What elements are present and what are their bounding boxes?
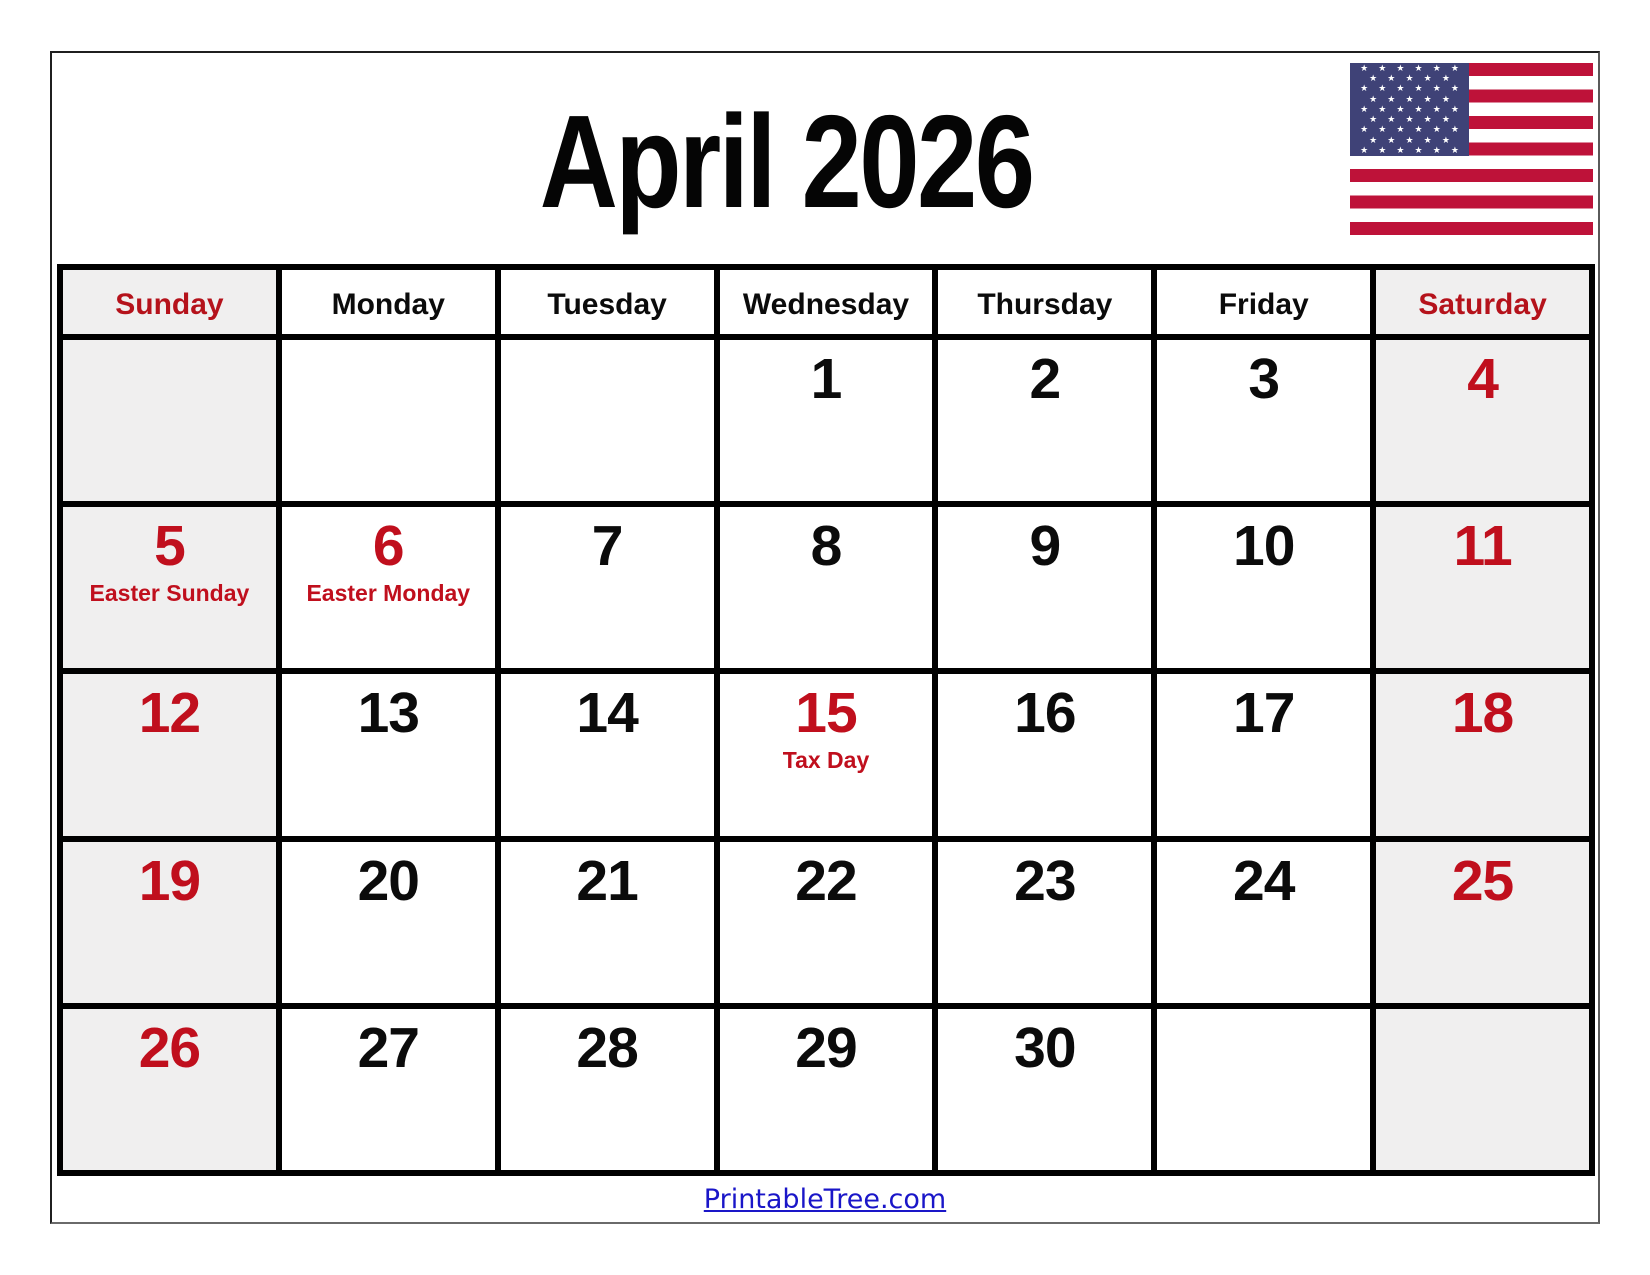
star-icon: ★: [1423, 114, 1432, 124]
day-number: 29: [795, 1015, 857, 1080]
day-number: 28: [576, 1015, 638, 1080]
star-icon: ★: [1378, 124, 1387, 135]
empty-cell: [63, 340, 276, 501]
day-number: 14: [576, 681, 638, 746]
weekday-header-friday: Friday: [1157, 270, 1370, 334]
star-icon: ★: [1441, 93, 1450, 104]
star-icon: ★: [1414, 124, 1423, 135]
day-cell-19: [63, 842, 276, 1003]
day-cell-11: [1376, 507, 1589, 668]
flag-star-row: [1350, 104, 1469, 114]
day-number: 24: [1233, 848, 1295, 913]
day-number: 20: [357, 848, 419, 913]
day-number: 15: [795, 681, 857, 746]
flag-star-row: [1350, 94, 1469, 104]
star-icon: ★: [1441, 114, 1450, 124]
calendar-grid: [57, 264, 1595, 1176]
day-number: 3: [1248, 347, 1280, 411]
day-cell-24: [1157, 842, 1370, 1003]
day-number: 27: [357, 1015, 419, 1080]
day-number: 4: [1467, 347, 1498, 411]
star-icon: ★: [1396, 103, 1405, 114]
day-cell-17: [1157, 674, 1370, 835]
flag-star-row: [1350, 63, 1469, 73]
footer-link[interactable]: PrintableTree.com: [703, 1184, 947, 1215]
day-number: 21: [576, 848, 638, 913]
star-icon: ★: [1423, 73, 1432, 83]
day-cell-26: [63, 1009, 276, 1170]
star-icon: ★: [1387, 93, 1396, 104]
empty-cell: [282, 340, 495, 501]
star-icon: ★: [1378, 144, 1387, 155]
star-icon: ★: [1360, 103, 1369, 114]
footer: [0, 1184, 1650, 1215]
us-flag-icon: [1350, 63, 1593, 235]
star-icon: ★: [1432, 63, 1441, 73]
star-icon: ★: [1360, 63, 1369, 73]
day-cell-20: [282, 842, 495, 1003]
star-icon: ★: [1405, 73, 1414, 83]
star-icon: ★: [1369, 134, 1378, 145]
day-number: 11: [1453, 514, 1512, 579]
star-icon: ★: [1432, 124, 1441, 135]
day-number: 26: [138, 1015, 201, 1080]
empty-cell: [1376, 1009, 1589, 1170]
day-cell-1: [720, 340, 933, 501]
day-cell-2: [938, 340, 1151, 501]
star-icon: ★: [1396, 63, 1405, 73]
flag-star-row: [1350, 145, 1469, 155]
star-icon: ★: [1450, 103, 1459, 114]
page-title: April 2026: [539, 88, 1033, 235]
star-icon: ★: [1450, 83, 1459, 94]
day-cell-28: [501, 1009, 714, 1170]
star-icon: ★: [1414, 63, 1423, 73]
star-icon: ★: [1450, 124, 1459, 135]
star-icon: ★: [1423, 93, 1432, 104]
star-icon: ★: [1441, 134, 1450, 145]
day-number: 1: [810, 347, 842, 411]
empty-cell: [501, 340, 714, 501]
day-number: 2: [1029, 347, 1061, 411]
star-icon: ★: [1387, 73, 1396, 83]
day-cell-12: [63, 674, 276, 835]
day-number: 7: [591, 514, 623, 579]
star-icon: ★: [1450, 144, 1459, 155]
flag-star-row: [1350, 74, 1469, 84]
day-cell-7: [501, 507, 714, 668]
day-number: 22: [795, 848, 857, 913]
star-icon: ★: [1360, 144, 1369, 155]
star-icon: ★: [1369, 93, 1378, 104]
day-cell-10: [1157, 507, 1370, 668]
star-icon: ★: [1405, 134, 1414, 145]
day-cell-25: [1376, 842, 1589, 1003]
weekday-header-saturday: Saturday: [1376, 270, 1589, 334]
day-number: 13: [357, 681, 419, 746]
day-cell-22: [720, 842, 933, 1003]
star-icon: ★: [1378, 83, 1387, 94]
star-icon: ★: [1387, 114, 1396, 124]
flag-star-row: [1350, 115, 1469, 125]
day-cell-14: [501, 674, 714, 835]
day-number: 25: [1451, 848, 1514, 913]
star-icon: ★: [1432, 83, 1441, 94]
day-number: 18: [1451, 681, 1514, 746]
day-cell-23: [938, 842, 1151, 1003]
day-cell-16: [938, 674, 1151, 835]
star-icon: ★: [1360, 124, 1369, 135]
day-cell-9: [938, 507, 1151, 668]
day-number: 30: [1014, 1015, 1076, 1080]
star-icon: ★: [1369, 73, 1378, 83]
flag-star-row: [1350, 125, 1469, 135]
star-icon: ★: [1432, 144, 1441, 155]
day-cell-5: [63, 507, 276, 668]
day-cell-4: [1376, 340, 1589, 501]
weekday-header-monday: Monday: [282, 270, 495, 334]
star-icon: ★: [1405, 114, 1414, 124]
weekday-header-tuesday: Tuesday: [501, 270, 714, 334]
star-icon: ★: [1396, 124, 1405, 135]
day-cell-27: [282, 1009, 495, 1170]
day-number: 5: [154, 514, 185, 579]
day-number: 12: [138, 681, 201, 746]
star-icon: ★: [1378, 103, 1387, 114]
star-icon: ★: [1369, 114, 1378, 124]
star-icon: ★: [1414, 103, 1423, 114]
star-icon: ★: [1432, 103, 1441, 114]
day-cell-21: [501, 842, 714, 1003]
star-icon: ★: [1378, 63, 1387, 73]
day-number: 9: [1029, 514, 1061, 579]
day-number: 17: [1233, 681, 1295, 746]
star-icon: ★: [1396, 144, 1405, 155]
weekday-header-wednesday: Wednesday: [720, 270, 933, 334]
star-icon: ★: [1423, 134, 1432, 145]
holiday-label: Easter Sunday: [89, 580, 250, 607]
day-cell-15: [720, 674, 933, 835]
star-icon: ★: [1450, 63, 1459, 73]
day-cell-13: [282, 674, 495, 835]
day-number: 6: [372, 514, 404, 579]
flag-star-row: [1350, 135, 1469, 145]
flag-star-row: [1350, 84, 1469, 94]
day-cell-30: [938, 1009, 1151, 1170]
day-cell-29: [720, 1009, 933, 1170]
day-number: 23: [1014, 848, 1076, 913]
empty-cell: [1157, 1009, 1370, 1170]
star-icon: ★: [1441, 73, 1450, 83]
day-number: 10: [1233, 514, 1295, 579]
day-cell-8: [720, 507, 933, 668]
day-number: 19: [138, 848, 201, 913]
day-cell-18: [1376, 674, 1589, 835]
day-cell-3: [1157, 340, 1370, 501]
holiday-label: Tax Day: [782, 747, 870, 774]
day-cell-6: [282, 507, 495, 668]
star-icon: ★: [1396, 83, 1405, 94]
star-icon: ★: [1414, 144, 1423, 155]
flag-canton: [1350, 63, 1469, 156]
star-icon: ★: [1405, 93, 1414, 104]
day-number: 8: [810, 514, 842, 579]
weekday-header-sunday: Sunday: [63, 270, 276, 334]
star-icon: ★: [1387, 134, 1396, 145]
star-icon: ★: [1360, 83, 1369, 94]
holiday-label: Easter Monday: [306, 580, 471, 607]
star-icon: ★: [1414, 83, 1423, 94]
day-number: 16: [1014, 681, 1076, 746]
weekday-header-thursday: Thursday: [938, 270, 1151, 334]
